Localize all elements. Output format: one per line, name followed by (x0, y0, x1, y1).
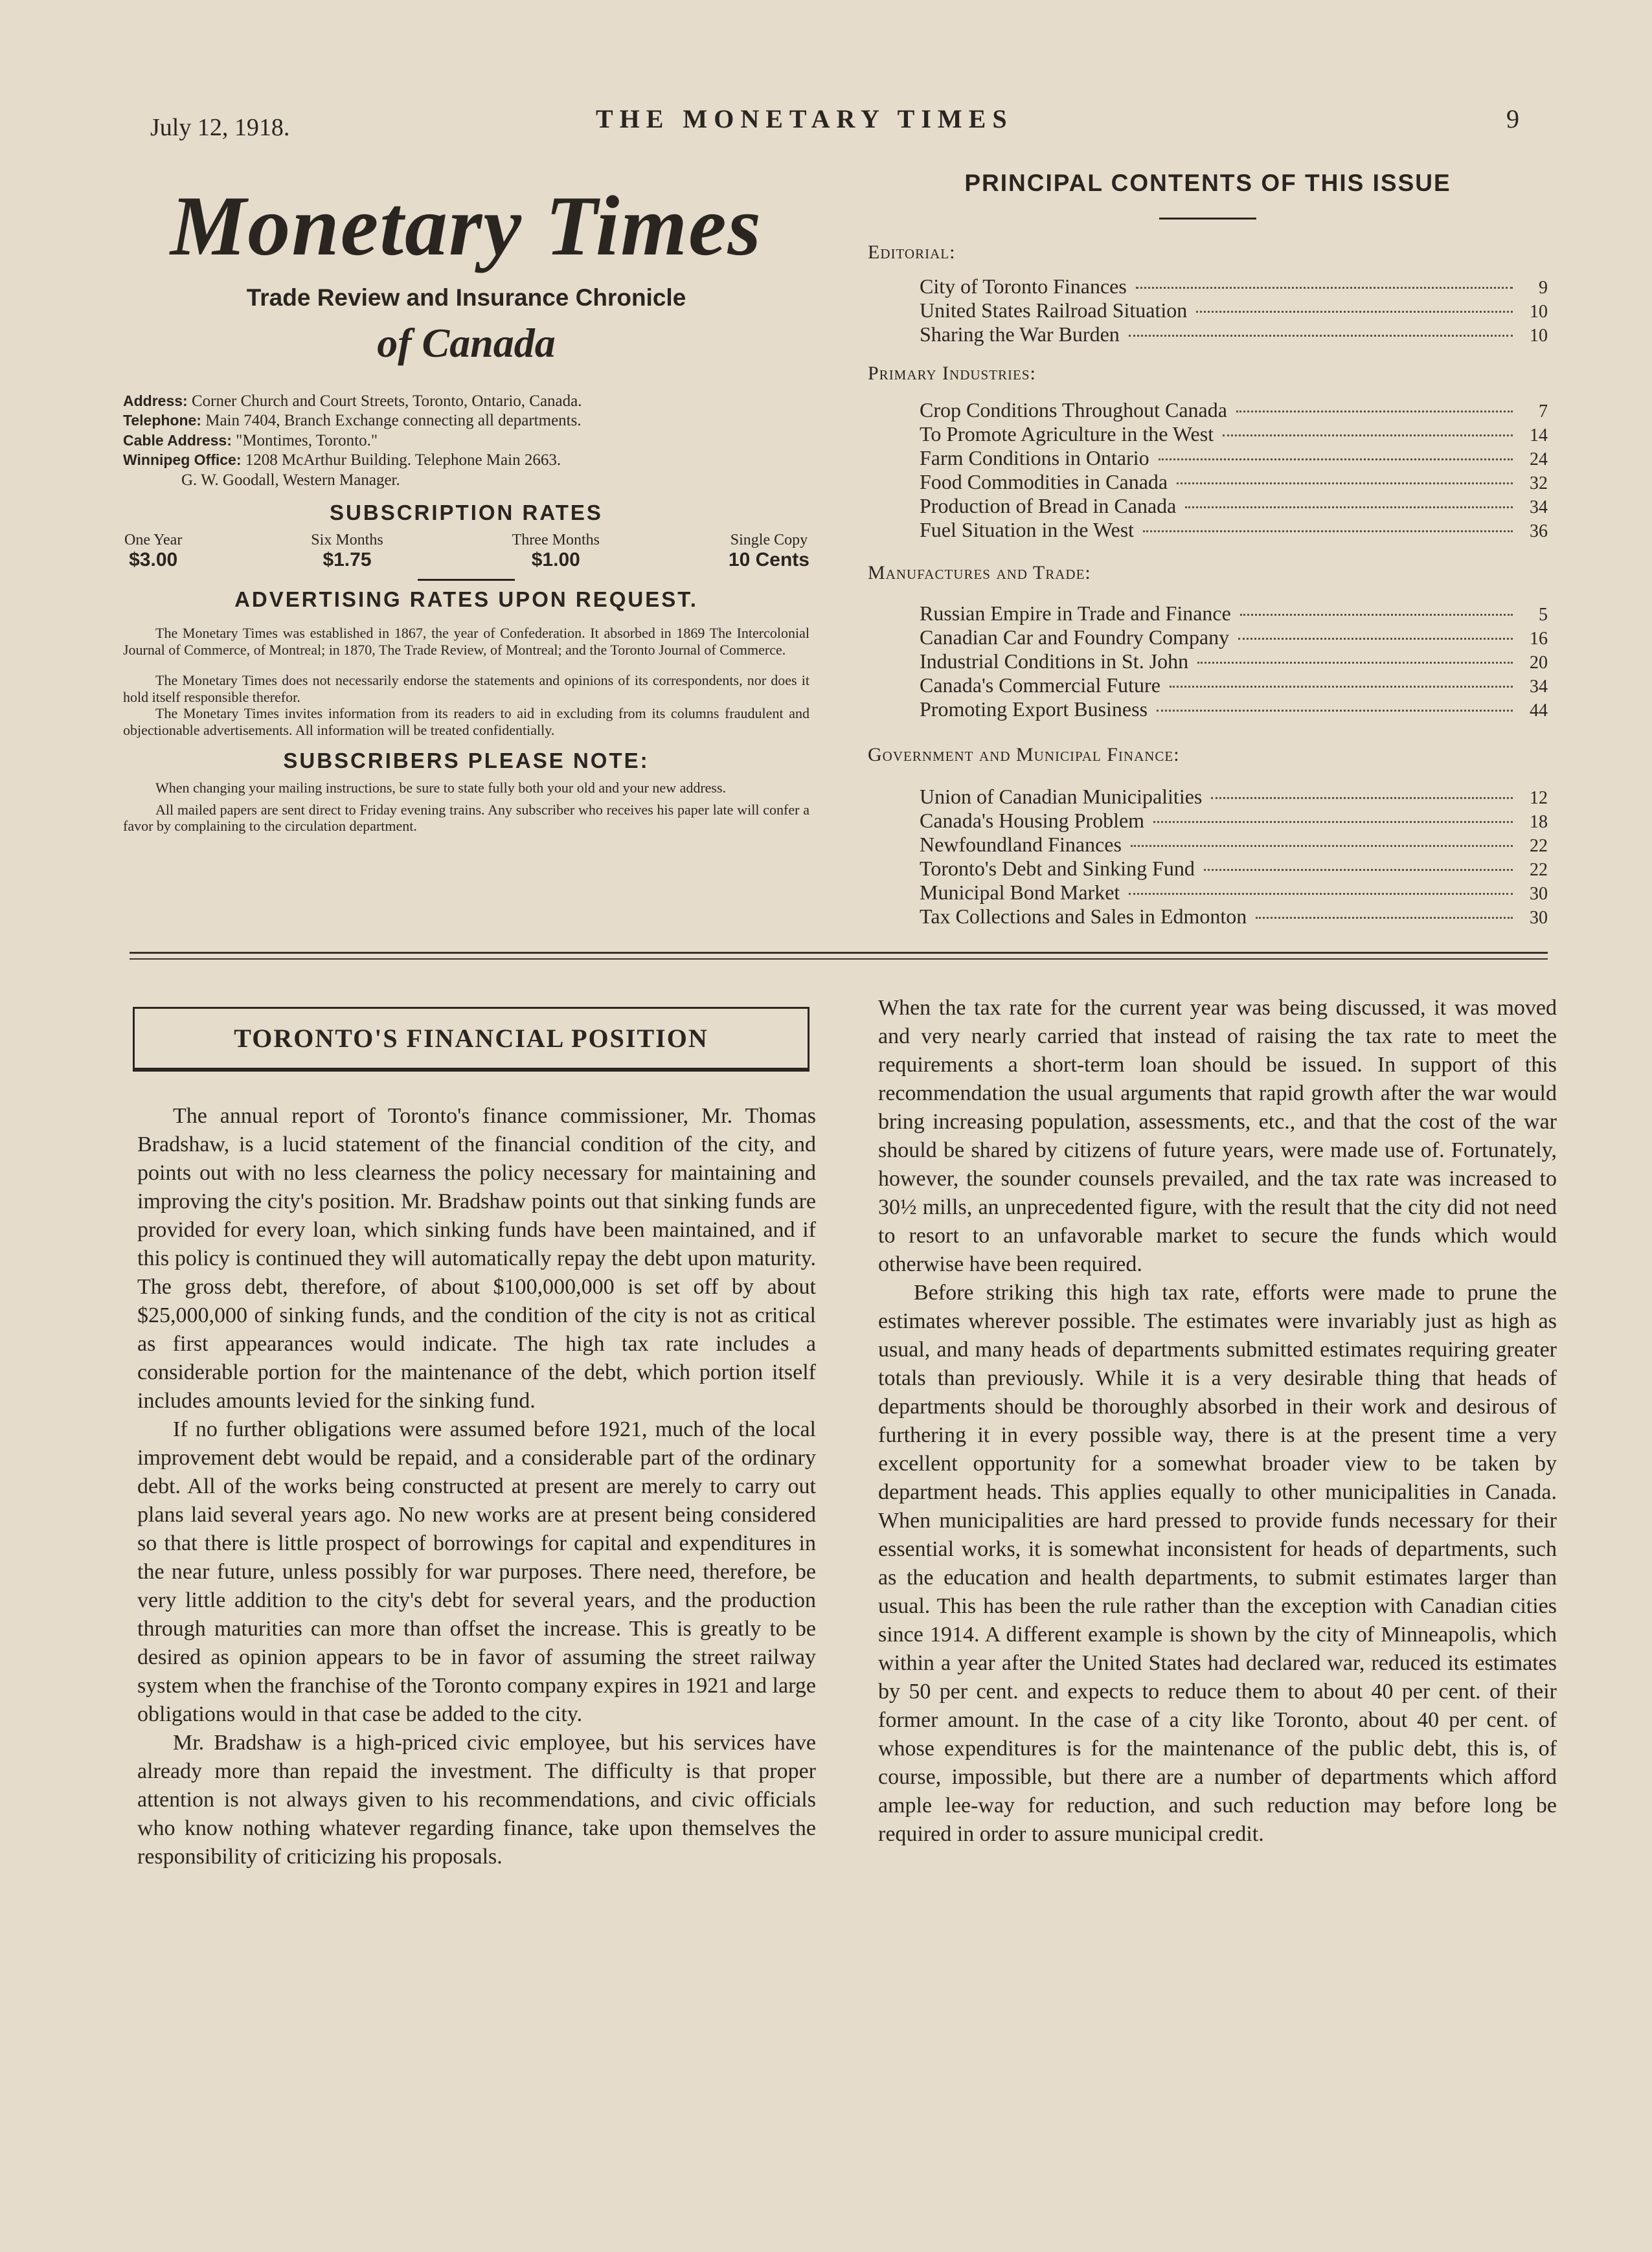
article-paragraph: The annual report of Toronto's finance commissioner, Mr. Thomas Bradshaw, is a lucid statement of the financial condition of the city, and points out with no less clearness the policy necessary for maintaining and improving the city's position. Mr. Bradshaw points out that sinking funds are provided for every loan, which sinking funds have been maintained, and if this policy is continued they will automatically repay the debt upon maturity. The gross debt, therefore, of about $100,000,000 is set off by about $25,000,000 of sinking funds, and the condition of the city is not as critical as first appearances would indicate. The high tax rate includes a considerable portion for the maintenance of the debt, which portion itself includes amounts levied for the sinking fund. (137, 1104, 816, 1413)
section-divider (130, 958, 1548, 960)
winnipeg-manager: G. W. Goodall, Western Manager. (181, 471, 400, 489)
article-column-right (878, 994, 1557, 1849)
article-paragraph: When the tax rate for the current year was being discussed, it was moved and very nearly carried that instead of raising the tax rate to meet the requirements a short-term loan should be issued. In support of this recommendation the usual arguments that rapid growth after the war would bring increasing population, assessments, etc., and that the cost of the war should be shared by citizens of future years, were made use of. Fortunately, however, the sounder counsels prevailed, and the tax rate was increased to 30½ mills, an unprecedented figure, with the result that the city did not need to resort to an unfavorable market to secure the funds which would otherwise have been required. (878, 996, 1557, 1276)
masthead-title: Monetary Times (170, 178, 763, 273)
article-column-left (137, 1102, 816, 1871)
contents-item: Production of Bread in Canada 34 (920, 494, 1548, 517)
subscribers-heading: SUBSCRIBERS PLEASE NOTE: (283, 749, 650, 773)
contents-item: Tax Collections and Sales in Edmonton 30 (920, 905, 1548, 928)
contents-item: Canada's Commercial Future 34 (920, 673, 1548, 697)
rate-one-year: One Year $3.00 (124, 532, 183, 571)
article-heading: TORONTO'S FINANCIAL POSITION (234, 1024, 708, 1053)
contents-item: Canada's Housing Problem 18 (920, 809, 1548, 832)
winnipeg-text: 1208 McArthur Building. Telephone Main 2663. (245, 451, 561, 469)
address-label: Address: (123, 392, 188, 409)
section-divider (130, 952, 1548, 954)
history-note: The Monetary Times was established in 1867, the year of Confederation. It absorbed in 1869 The Intercolonial Journal of Commerce, of Montreal; in 1870, The Trade Review, of Montreal; and the Toronto Journal of Commerce. (123, 625, 809, 658)
divider (418, 579, 515, 581)
issue-date: July 12, 1918. (150, 114, 290, 141)
rate-single-copy: Single Copy 10 Cents (728, 532, 809, 571)
page-number: 9 (1506, 104, 1519, 133)
divider (1159, 218, 1256, 220)
contents-item: Promoting Export Business 44 (920, 697, 1548, 721)
cable-text: "Montimes, Toronto." (236, 431, 378, 449)
cable-label: Cable Address: (123, 431, 232, 449)
group-heading: Primary Industries: (868, 363, 1036, 384)
contents-item: Farm Conditions in Ontario 24 (920, 446, 1548, 469)
contents-panel (868, 170, 1548, 929)
telephone-label: Telephone: (123, 412, 201, 429)
subscription-heading: SUBSCRIPTION RATES (330, 501, 603, 525)
mailing-note: When changing your mailing instructions, be sure to state fully both your old and your new address. (155, 780, 727, 796)
contents-item: To Promote Agriculture in the West 14 (920, 422, 1548, 445)
contents-item: Russian Empire in Trade and Finance 5 (920, 602, 1548, 625)
masthead-subtitle: Trade Review and Insurance Chronicle (246, 284, 686, 311)
masthead (123, 178, 809, 835)
winnipeg-label: Winnipeg Office: (123, 451, 242, 469)
article-heading-box (133, 1007, 809, 1072)
address-text: Corner Church and Court Streets, Toronto, Ontario, Canada. (191, 392, 582, 410)
subscription-rates (123, 532, 809, 571)
rate-three-months: Three Months $1.00 (512, 532, 600, 571)
contents-item: Canadian Car and Foundry Company 16 (920, 625, 1548, 649)
article-paragraph: If no further obligations were assumed before 1921, much of the local improvement debt would be repaid, and a considerable part of the ordinary debt. All of the works being constructed at present are merely to carry out plans laid several years ago. No new works are at present being considered so that there is little prospect of borrowings for capital and expenditures in the near future, unless possibly for war purposes. There need, therefore, be very little addition to the city's debt for several years, and the production through maturities can more than offset the increase. This is greatly to be desired as opinion appears to be in favor of assuming the street railway system when the franchise of the Toronto company expires in 1921 and large obligations would in that case be added to the city. (137, 1417, 816, 1726)
contents-group-editorial (868, 242, 1548, 347)
contents-item: Crop Conditions Throughout Canada 7 (920, 398, 1548, 422)
group-heading: Manufactures and Trade: (868, 562, 1091, 583)
contents-group-government (868, 744, 1548, 929)
contents-item: Toronto's Debt and Sinking Fund 22 (920, 857, 1548, 880)
contents-item: Food Commodities in Canada 32 (920, 470, 1548, 493)
contents-item: Newfoundland Finances 22 (920, 833, 1548, 856)
contents-item: United States Railroad Situation 10 (920, 298, 1548, 322)
contents-item: Fuel Situation in the West 36 (920, 518, 1548, 541)
masthead-canada: of Canada (377, 319, 556, 366)
contents-item: Union of Canadian Municipalities 12 (920, 785, 1548, 808)
contents-group-primary-industries (868, 363, 1548, 543)
group-heading: Government and Municipal Finance: (868, 744, 1180, 765)
running-title: THE MONETARY TIMES (596, 104, 1013, 133)
contents-item: City of Toronto Finances 9 (920, 275, 1548, 298)
contents-title: PRINCIPAL CONTENTS OF THIS ISSUE (964, 170, 1451, 196)
contents-item: Municipal Bond Market 30 (920, 881, 1548, 904)
telephone-text: Main 7404, Branch Exchange connecting all departments. (205, 412, 582, 430)
article-paragraph: Before striking this high tax rate, efforts were made to prune the estimates wherever possible. The estimates were invariably just as high as usual, and many heads of departments submitted estimates requiring greater totals than previously. While it is a very desirable thing that heads of departments should be thoroughly absorbed in their work and desirous of furthering it in every possible way, there is at the present time a very excellent opportunity for a somewhat broader view to be taken by department heads. This applies equally to other municipalities in Canada. When municipalities are hard pressed to provide funds necessary for their essential works, it is somewhat inconsistent for heads of departments, such as the education and health departments, to submit estimates larger than usual. This has been the rule rather than the exception with Canadian cities since 1914. A different example is shown by the city of Minneapolis, which within a year after the United States had declared war, reduced its estimates by 50 per cent. and expects to reduce them to about 40 per cent. of their former amount. In the case of a city like Toronto, about 40 per cent. of whose expenditures is for the maintenance of the public debt, this is, of course, impossible, but there are a number of departments which afford ample lee-way for reduction, and such reduction may before long be required in order to assure municipal credit. (878, 1281, 1557, 1846)
rate-six-months: Six Months $1.75 (311, 532, 383, 571)
delivery-note: All mailed papers are sent direct to Friday evening trains. Any subscriber who receives his paper late will confer a favor by complaining to the circulation department. (123, 801, 809, 835)
information-note: The Monetary Times invites information from its readers to aid in excluding from its columns fraudulent and objectionable advertisements. All information will be treated confidentially. (123, 705, 809, 738)
endorse-note: The Monetary Times does not necessarily endorse the statements and opinions of its correspondents, nor does it hold itself responsible therefor. (123, 672, 809, 705)
advertising-heading: ADVERTISING RATES UPON REQUEST. (234, 587, 698, 612)
contents-item: Sharing the War Burden 10 (920, 322, 1548, 346)
contents-item: Industrial Conditions in St. John 20 (920, 649, 1548, 673)
article-paragraph: Mr. Bradshaw is a high-priced civic employee, but his services have already more than repaid the investment. The difficulty is that proper attention is not always given to his recommendations, and civic officials who know nothing whatever regarding finance, take upon themselves the responsibility of criticizing his proposals. (137, 1731, 816, 1869)
group-heading: Editorial: (868, 242, 956, 263)
contact-info (123, 392, 809, 491)
contents-group-manufactures (868, 562, 1548, 722)
